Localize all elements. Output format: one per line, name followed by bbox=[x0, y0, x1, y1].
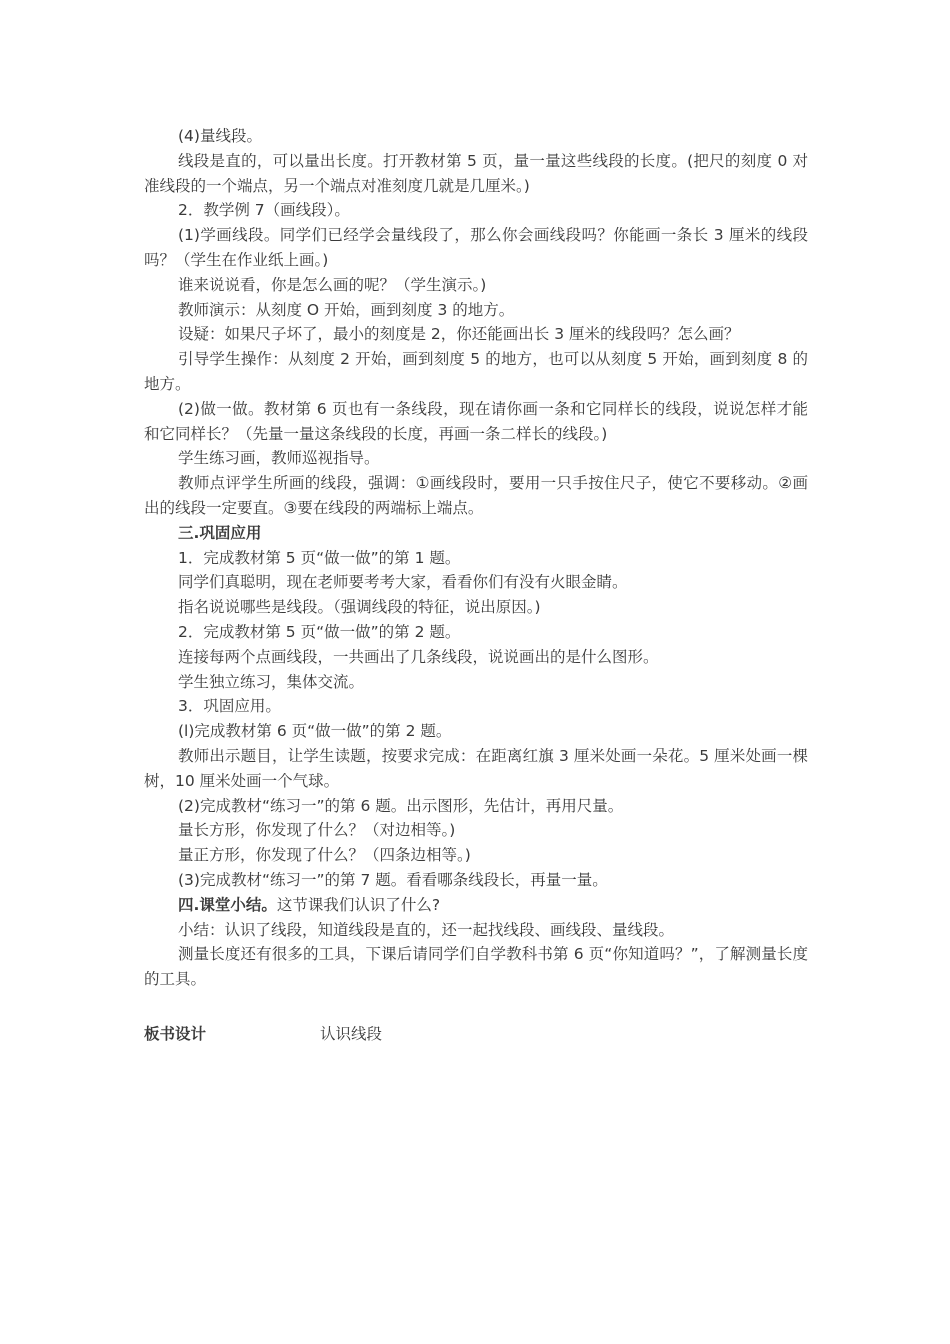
section-heading-text: 三.巩固应用 bbox=[178, 523, 262, 542]
paragraph-9: (2)做一做。教材第 6 页也有一条线段，现在请你画一条和它同样长的线段，说说怎样才能和它同样长？（先量一量这条线段的长度，再画一条二样长的线段。) bbox=[144, 399, 808, 443]
paragraph-24: 量正方形，你发现了什么？（四条边相等。) bbox=[178, 846, 471, 865]
paragraph-2: 线段是直的，可以量出长度。打开教材第 5 页，量一量这些线段的长度。(把尺的刻度 0 对准线段的一个端点，另一个端点对准刻度几就是几厘米。) bbox=[144, 151, 808, 195]
paragraph-21: 教师出示题目，让学生读题，按要求完成：在距离红旗 3 厘米处画一朵花。5 厘米处画一棵树，10 厘米处画一个气球。 bbox=[144, 746, 808, 790]
paragraph-27: 小结：认识了线段，知道线段是直的，还一起找线段、画线段、量线段。 bbox=[178, 920, 675, 939]
paragraph-13: 1．完成教材第 5 页“做一做”的第 1 题。 bbox=[178, 548, 461, 567]
board-design bbox=[144, 1022, 808, 1046]
paragraph-28: 测量长度还有很多的工具，下课后请同学们自学教科书第 6 页“你知道吗？”，了解测量长度的工具。 bbox=[144, 945, 808, 989]
paragraph-16: 2．完成教材第 5 页“做一做”的第 2 题。 bbox=[178, 622, 461, 641]
paragraph-14: 同学们真聪明，现在老师要考考大家，看看你们有没有火眼金睛。 bbox=[178, 573, 628, 592]
summary-heading-text: 四.课堂小结。 bbox=[178, 895, 277, 914]
paragraph-8: 引导学生操作：从刻度 2 开始，画到刻度 5 的地方，也可以从刻度 5 开始，画到刻度 8 的地方。 bbox=[144, 350, 808, 393]
paragraph-25: (3)完成教材“练习一”的第 7 题。看看哪条线段长，再量一量。 bbox=[178, 870, 608, 889]
paragraph-10: 学生练习画，教师巡视指导。 bbox=[178, 449, 380, 468]
paragraph-3: 2．教学例 7（画线段）。 bbox=[178, 201, 350, 220]
summary-heading-tail: 这节课我们认识了什么? bbox=[276, 895, 441, 914]
paragraph-11: 教师点评学生所画的线段，强调：①画线段时，要用一只手按住尺子，使它不要移动。②画出的线段一定要直。③要在线段的两端标上端点。 bbox=[144, 474, 808, 517]
paragraph-5: 谁来说说看，你是怎么画的呢？（学生演示。) bbox=[178, 275, 487, 294]
paragraph-7: 设疑：如果尺子坏了，最小的刻度是 2，你还能画出长 3 厘米的线段吗？怎么画？ bbox=[178, 325, 740, 344]
paragraph-15: 指名说说哪些是线段。（强调线段的特征，说出原因。) bbox=[178, 598, 541, 617]
document-body bbox=[144, 124, 808, 992]
paragraph-19: 3．巩固应用。 bbox=[178, 697, 281, 716]
paragraph-17: 连接每两个点画线段，一共画出了几条线段，说说画出的是什么图形。 bbox=[178, 647, 659, 666]
board-design-title: 认识线段 bbox=[320, 1025, 383, 1043]
section-heading-summary bbox=[144, 893, 808, 918]
paragraph-18: 学生独立练习，集体交流。 bbox=[178, 672, 365, 691]
paragraph-4: (1)学画线段。同学们已经学会量线段了，那么你会画线段吗？你能画一条长 3 厘米的线段吗？（学生在作业纸上画。) bbox=[144, 226, 808, 269]
paragraph-6: 教师演示：从刻度 O 开始，画到刻度 3 的地方。 bbox=[178, 300, 515, 319]
paragraph-22: (2)完成教材“练习一”的第 6 题。出示图形，先估计，再用尺量。 bbox=[178, 796, 624, 815]
paragraph-1: (4)量线段。 bbox=[178, 127, 262, 145]
paragraph-20: (l)完成教材第 6 页“做一做”的第 2 题。 bbox=[178, 722, 452, 741]
paragraph-23: 量长方形，你发现了什么？（对边相等。) bbox=[178, 821, 456, 840]
section-heading-consolidate bbox=[144, 521, 808, 546]
board-design-label: 板书设计 bbox=[144, 1025, 207, 1043]
